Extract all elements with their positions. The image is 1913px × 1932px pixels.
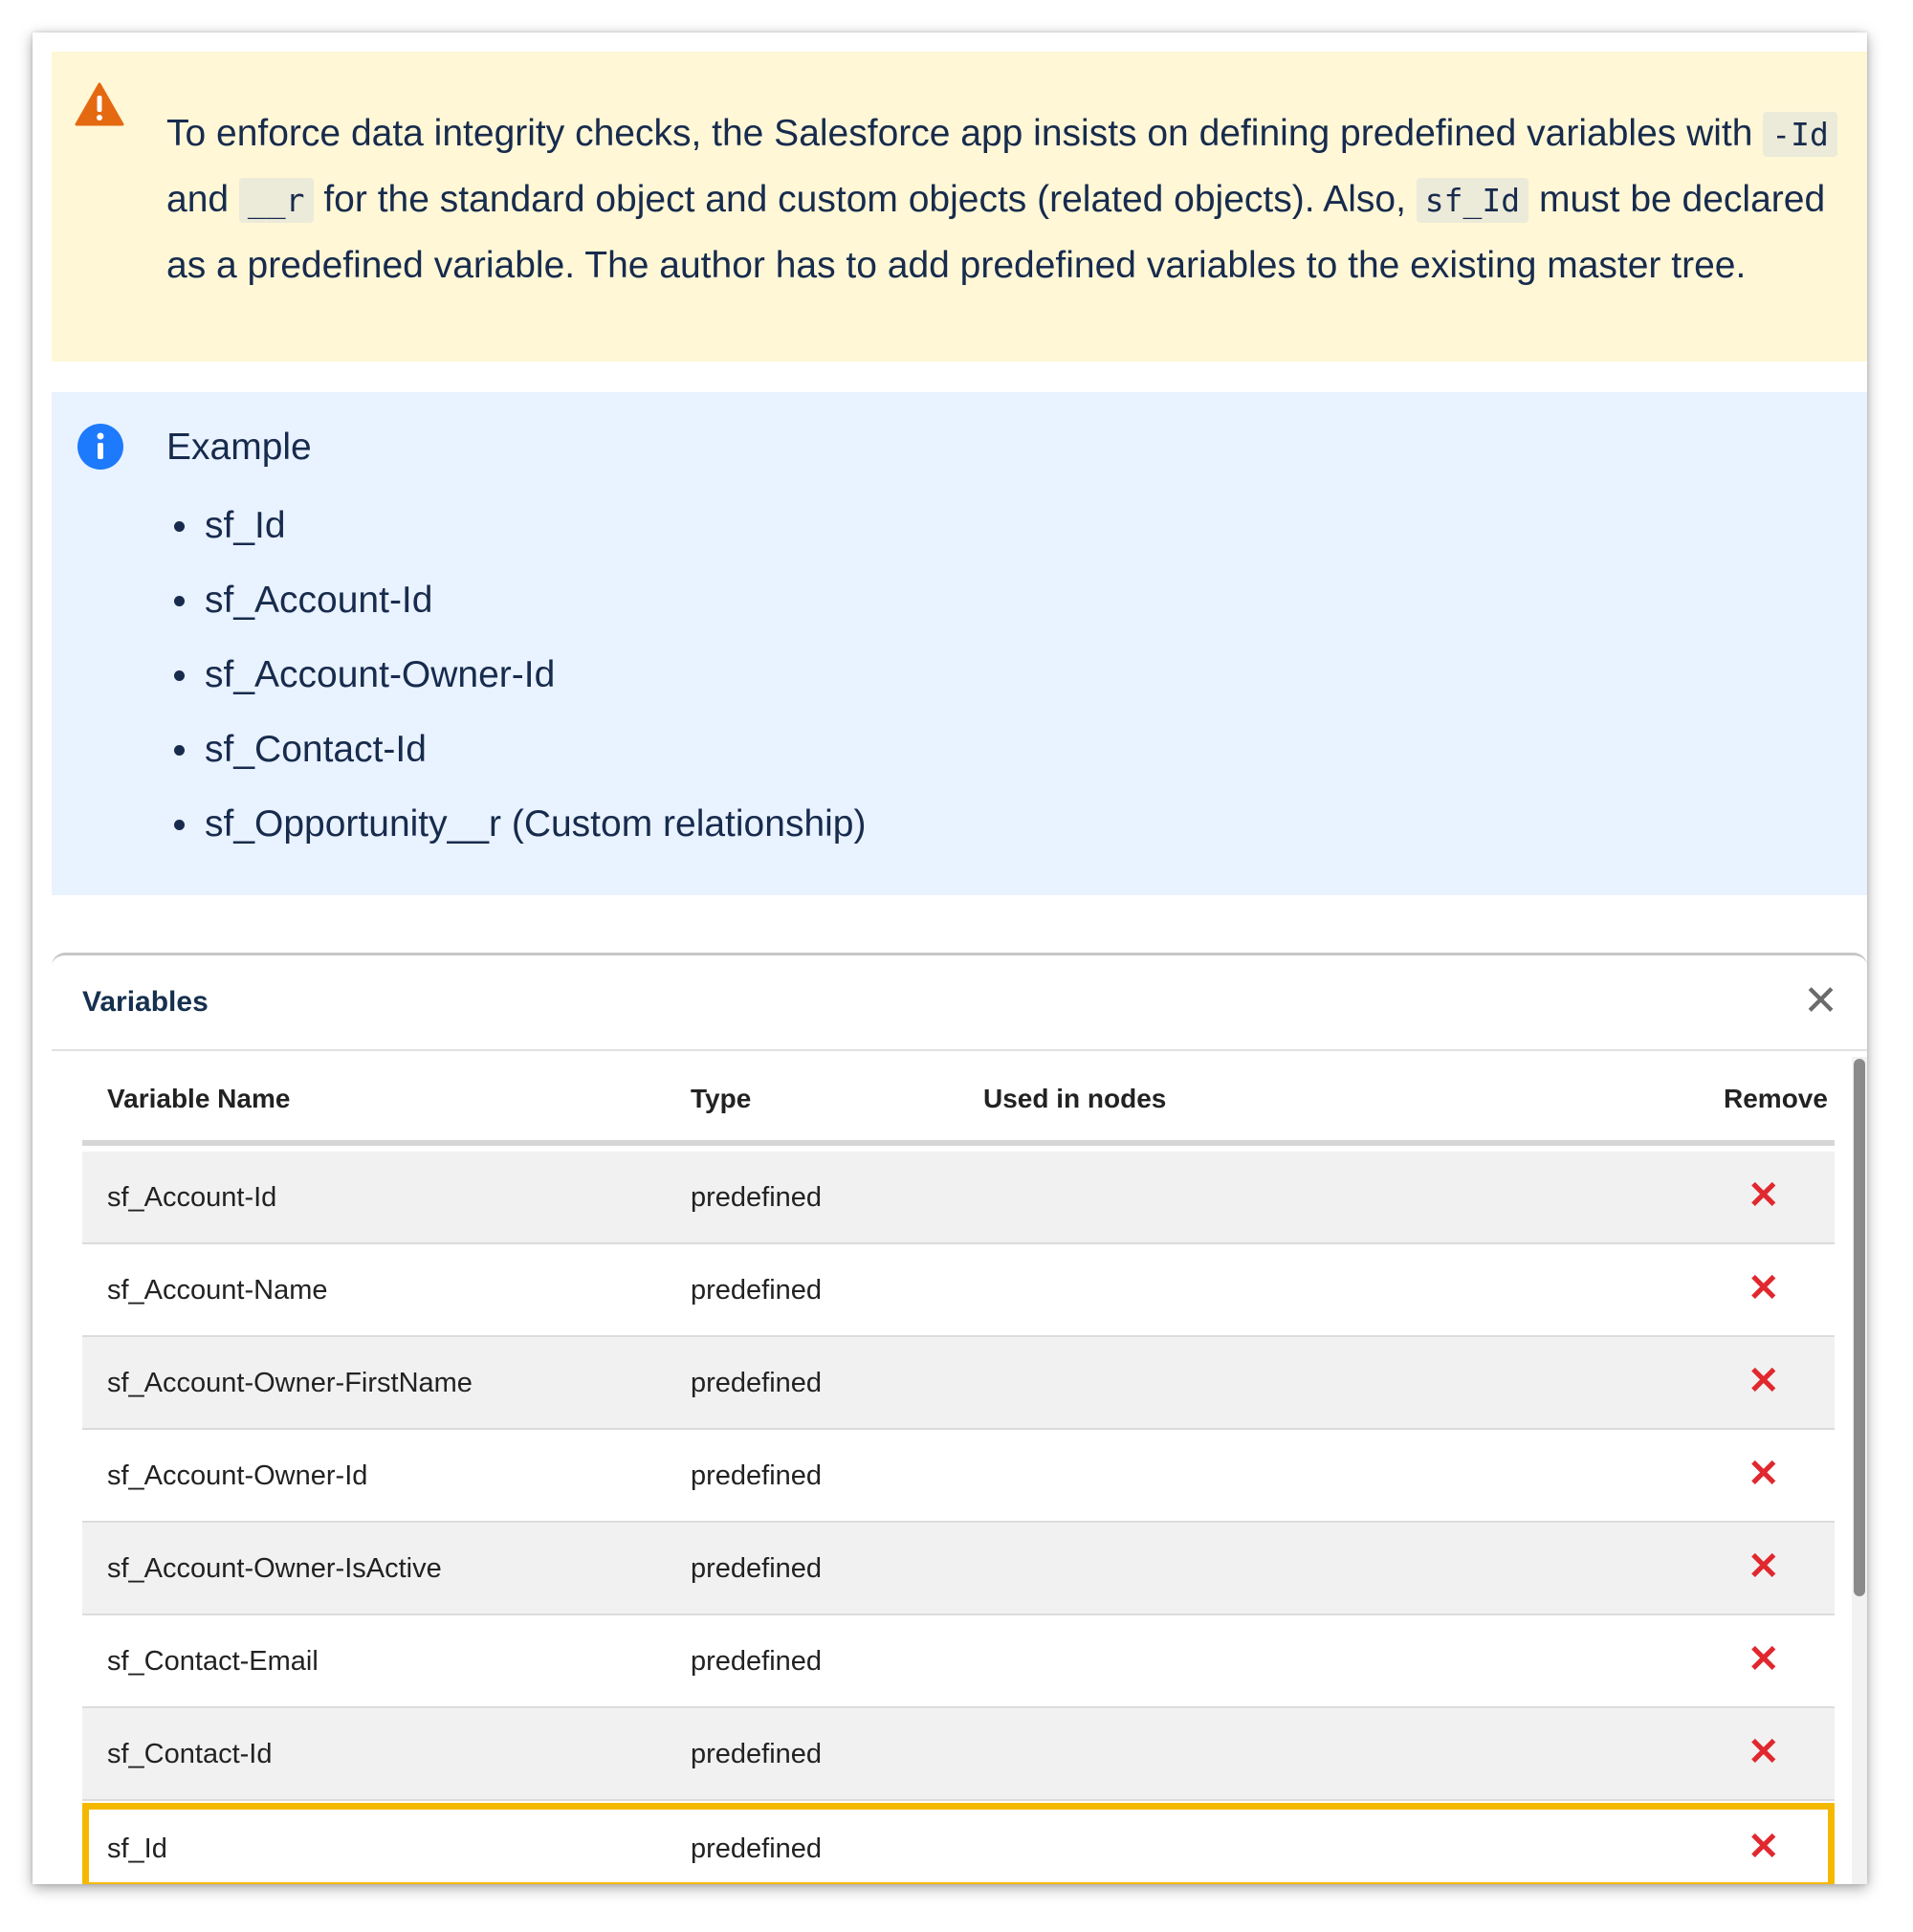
variable-name-cell: sf_Contact-Email — [107, 1646, 319, 1677]
type-cell: predefined — [691, 1553, 823, 1584]
column-header-variable-name[interactable]: Variable Name — [107, 1084, 291, 1113]
remove-icon[interactable]: ✕ — [1748, 1175, 1780, 1217]
warning-panel — [52, 52, 1867, 362]
list-item: sf_Id — [174, 501, 866, 576]
code-id-suffix: -Id — [1763, 112, 1837, 157]
variable-name-cell: sf_Id — [107, 1833, 167, 1864]
variables-table — [82, 1052, 1835, 1884]
variable-name-cell: sf_Account-Owner-IsActive — [107, 1553, 442, 1584]
warning-text-part: must be declared as a predefined variable. The author has to add predefined variables to the existing master tree. — [166, 179, 1826, 286]
table-row[interactable] — [82, 1337, 1835, 1430]
table-row-highlighted[interactable] — [82, 1803, 1835, 1884]
table-row[interactable] — [82, 1152, 1835, 1244]
dialog-header — [52, 955, 1867, 1051]
warning-triangle-icon — [75, 82, 124, 126]
remove-icon[interactable]: ✕ — [1748, 1546, 1780, 1588]
page-card — [33, 33, 1867, 1884]
code-sf-id: sf_Id — [1417, 178, 1528, 223]
column-header-used-in-nodes[interactable]: Used in nodes — [983, 1084, 1167, 1113]
variables-dialog — [52, 953, 1867, 1884]
table-row[interactable] — [82, 1708, 1835, 1801]
close-icon[interactable]: ✕ — [1803, 977, 1838, 1024]
remove-icon[interactable]: ✕ — [1748, 1360, 1780, 1402]
table-header — [82, 1052, 1835, 1146]
warning-message — [166, 101, 1859, 298]
type-cell: predefined — [691, 1739, 823, 1769]
variable-name-cell: sf_Contact-Id — [107, 1739, 273, 1769]
variable-name-cell: sf_Account-Owner-FirstName — [107, 1368, 473, 1398]
table-row[interactable] — [82, 1615, 1835, 1708]
remove-icon[interactable]: ✕ — [1748, 1826, 1780, 1868]
warning-text-part: To enforce data integrity checks, the Salesforce app insists on defining predefined variables with — [166, 113, 1764, 154]
type-cell: predefined — [691, 1646, 823, 1677]
column-header-type[interactable]: Type — [691, 1084, 752, 1113]
type-cell: predefined — [691, 1460, 823, 1491]
variable-name-cell: sf_Account-Owner-Id — [107, 1460, 368, 1491]
remove-icon[interactable]: ✕ — [1748, 1638, 1780, 1680]
code-r-suffix: __r — [239, 178, 314, 223]
type-cell: predefined — [691, 1368, 823, 1398]
variable-name-cell: sf_Account-Name — [107, 1275, 328, 1306]
warning-text-part: for the standard object and custom objects (related objects). Also, — [313, 179, 1417, 220]
dialog-title: Variables — [82, 986, 209, 1018]
type-cell: predefined — [691, 1833, 823, 1864]
info-title: Example — [166, 427, 312, 468]
list-item: sf_Account-Owner-Id — [174, 650, 866, 725]
variable-name-cell: sf_Account-Id — [107, 1182, 277, 1213]
example-list — [174, 501, 866, 874]
remove-icon[interactable]: ✕ — [1748, 1267, 1780, 1309]
table-row[interactable] — [82, 1430, 1835, 1523]
table-row[interactable] — [82, 1244, 1835, 1337]
info-panel — [52, 392, 1867, 895]
remove-icon[interactable]: ✕ — [1748, 1453, 1780, 1495]
type-cell: predefined — [691, 1275, 823, 1306]
warning-text-part: and — [166, 179, 239, 220]
info-circle-icon — [77, 423, 124, 471]
table-row[interactable] — [82, 1523, 1835, 1615]
column-header-remove: Remove — [1724, 1084, 1828, 1113]
scrollbar-thumb[interactable] — [1854, 1059, 1865, 1596]
remove-icon[interactable]: ✕ — [1748, 1731, 1780, 1773]
list-item: sf_Opportunity__r (Custom relationship) — [174, 800, 866, 874]
list-item: sf_Account-Id — [174, 576, 866, 650]
vertical-scrollbar[interactable] — [1852, 1057, 1867, 1884]
type-cell: predefined — [691, 1182, 823, 1213]
list-item: sf_Contact-Id — [174, 725, 866, 800]
